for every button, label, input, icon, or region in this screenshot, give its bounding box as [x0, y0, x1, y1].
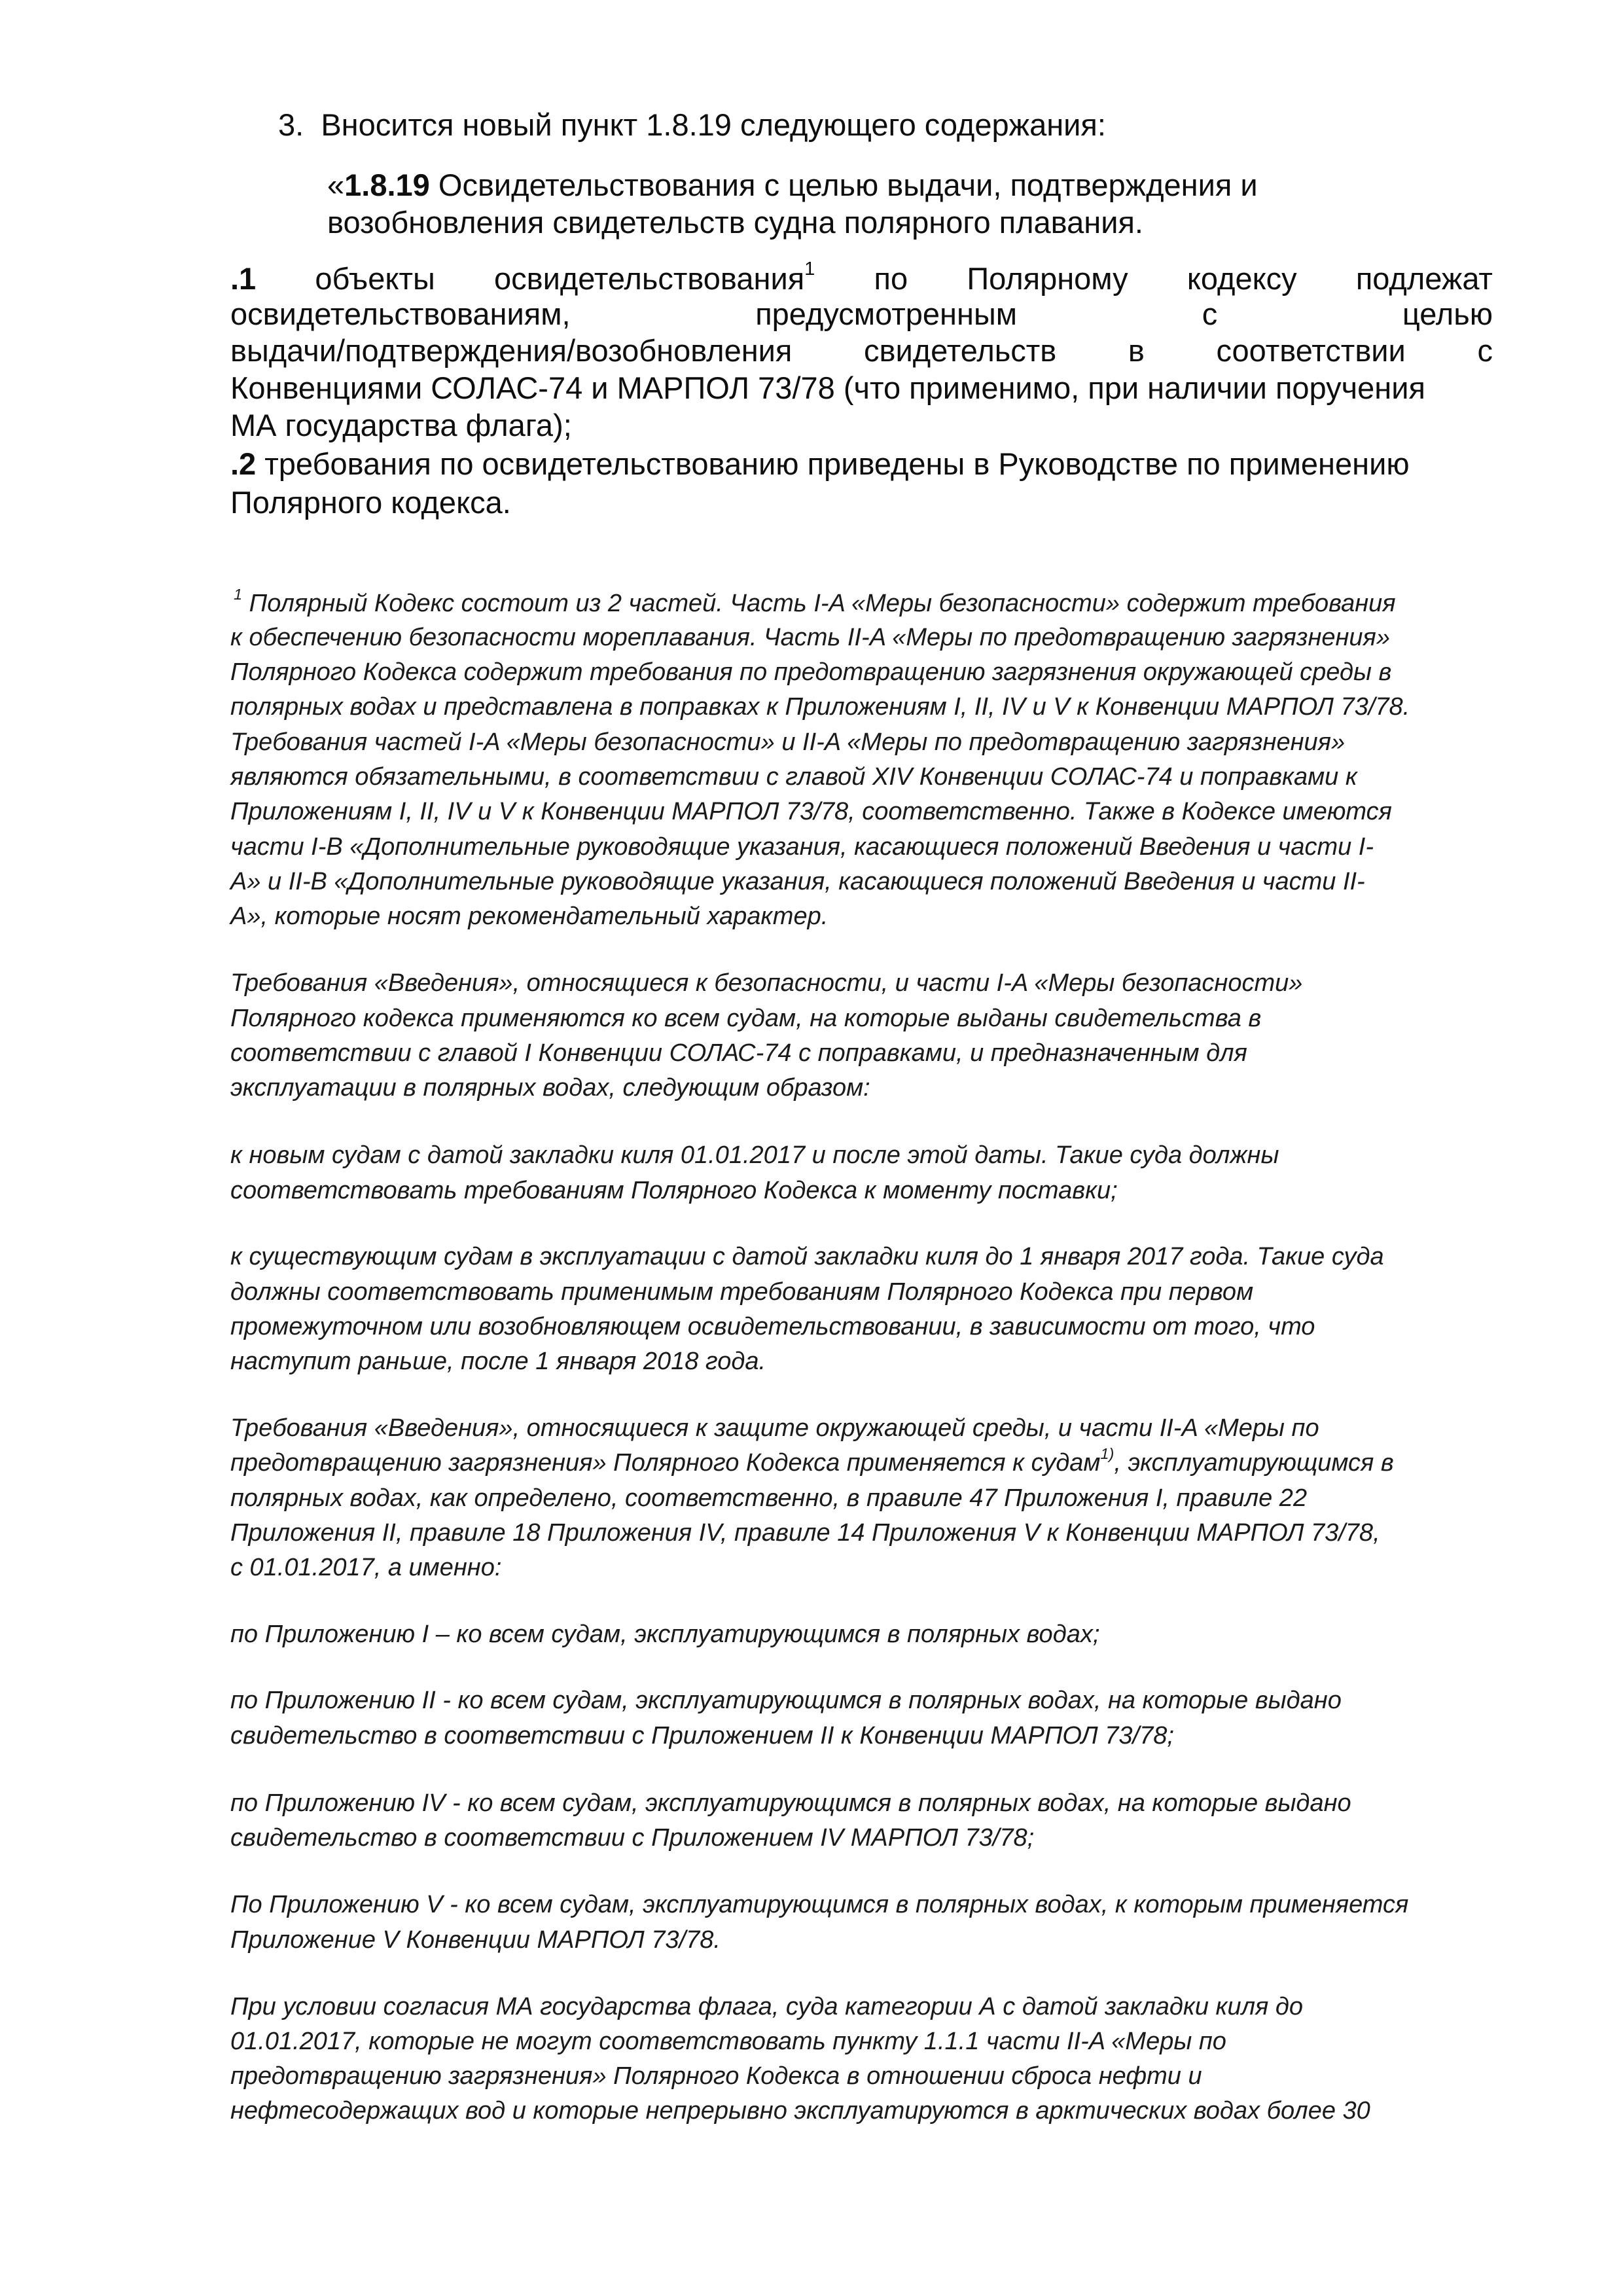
footnote-paragraph-line: соответствовать требованиям Полярного Кодекса к моменту поставки;: [230, 1177, 1118, 1204]
point-1-word: подлежат: [1355, 261, 1493, 296]
point-1-line-3: [230, 332, 1493, 369]
point-1-word: целью: [1402, 296, 1493, 331]
footnote-line: A», которые носят рекомендательный характер.: [230, 903, 829, 930]
point-1-word: выдачи/подтверждения/возобновления: [230, 333, 793, 368]
point-1-word: объекты: [315, 261, 435, 296]
footnote-paragraph-line: Требования «Введения», относящиеся к защите окружающей среды, и части II-A «Меры по: [230, 1414, 1319, 1442]
footnote-line: полярных водах и представлена в поправках к Приложениям I, II, IV и V к Конвенции МАРПОЛ 73/78.: [230, 693, 1410, 721]
footnote-paragraph-line: 01.01.2017, которые не могут соответствовать пункту 1.1.1 части II-A «Меры по: [230, 2028, 1226, 2055]
footnote-paragraph-line: предотвращению загрязнения» Полярного Кодекса в отношении сброса нефти и: [230, 2062, 1202, 2090]
point-1-word: в: [1128, 333, 1145, 368]
section-open-quote: «: [327, 168, 345, 202]
point-1-line-5: МА государства флага);: [230, 408, 572, 442]
footnote-paragraph-line-with-ref: предотвращению загрязнения» Полярного Кодекса применяется к судам$^{1)}$, эксплуатирующимся в: [230, 1445, 1394, 1477]
footnote-line: к обеспечению безопасности мореплавания. Часть II-A «Меры по предотвращению загрязнения»: [230, 624, 1390, 651]
footnote-paragraph-line: по Приложению IV - ко всем судам, эксплуатирующимся в полярных водах, на которые выдано: [230, 1789, 1351, 1817]
footnote-line: Полярного Кодекса содержит требования по предотвращению загрязнения окружающей среды в: [230, 658, 1392, 686]
point-1-word: свидетельств: [864, 333, 1057, 368]
section-title-line-1: [327, 167, 1258, 204]
point-1-word: Полярному: [967, 261, 1128, 296]
point-1-word: по: [874, 261, 908, 296]
footnote-paragraph-line: эксплуатации в полярных водах, следующим образом:: [230, 1074, 870, 1102]
footnote-line: части I-B «Дополнительные руководящие указания, касающиеся положений Введения и части I-: [230, 833, 1374, 861]
footnote-line: $^1$ Полярный Кодекс состоит из 2 частей. Часть I-A «Меры безопасности» содержит требования: [234, 586, 1396, 617]
footnote-paragraph-line: промежуточном или возобновляющем освидетельствовании, в зависимости от того, что: [230, 1313, 1315, 1340]
footnote-paragraph-line: по Приложению I – ко всем судам, эксплуатирующимся в полярных водах;: [230, 1621, 1100, 1648]
footnote-paragraph-line: По Приложению V - ко всем судам, эксплуатирующимся в полярных водах, к которым применяется: [230, 1891, 1409, 1918]
footnote-paragraph-line: с 01.01.2017, а именно:: [230, 1554, 502, 1581]
footnote-line: Приложениям I, II, IV и V к Конвенции МАРПОЛ 73/78, соответственно. Также в Кодексе имеются: [230, 798, 1392, 825]
footnote-paragraph-line: к новым судам с датой закладки киля 01.01.2017 и после этой даты. Такие суда должны: [230, 1141, 1279, 1169]
point-1-word: кодексу: [1186, 261, 1297, 296]
footnote-paragraph-line: соответствии с главой I Конвенции СОЛАС-74 с поправками, и предназначенным для: [230, 1039, 1247, 1067]
footnote-paragraph-line: Приложение V Конвенции МАРПОЛ 73/78.: [230, 1926, 721, 1954]
footnote-paragraph-line: полярных водах, как определено, соответственно, в правиле 47 Приложения I, правиле 22: [230, 1484, 1308, 1512]
footnote-paragraph-line: При условии согласия МА государства флага, суда категории А с датой закладки киля до: [230, 1993, 1304, 2020]
point-1-line-1: [230, 260, 1493, 297]
section-title-part-1: Освидетельствования с целью выдачи, подтверждения и: [429, 168, 1258, 202]
section-title-line-2: [327, 204, 1143, 241]
footnote-paragraph-line: нефтесодержащих вод и которые непрерывно эксплуатируются в арктических водах более 30: [230, 2097, 1370, 2125]
point-1-word: с: [1202, 296, 1218, 331]
footnote-paragraph-line: свидетельство в соответствии с Приложением IV МАРПОЛ 73/78;: [230, 1824, 1035, 1852]
point-1-line-2: [230, 296, 1493, 332]
footnote-paragraph-line: должны соответствовать применимым требованиям Полярного Кодекса при первом: [230, 1278, 1254, 1306]
point-1-word: соответствии: [1216, 333, 1406, 368]
footnote-paragraph-line: наступит раньше, после 1 января 2018 года.: [230, 1348, 766, 1375]
point-1-word: освидетельствованиям,: [230, 296, 571, 331]
item-3-line: [278, 107, 1106, 143]
item-3-text: Вносится новый пункт 1.8.19 следующего содержания:: [321, 107, 1106, 142]
point-1-word: с: [1477, 333, 1493, 368]
footnote-line: A» и II-B «Дополнительные руководящие указания, касающиеся положений Введения и части II-: [230, 868, 1365, 895]
footnote-line: Требования частей I-A «Меры безопасности» и II-A «Меры по предотвращению загрязнения»: [230, 728, 1346, 756]
point-1-word-with-ref: освидетельствования1: [493, 259, 815, 296]
footnote-paragraph-line: Полярного кодекса применяются ко всем судам, на которые выданы свидетельства в: [230, 1005, 1262, 1032]
point-1-line-4: Конвенциями СОЛАС-74 и МАРПОЛ 73/78 (что применимо, при наличии поручения: [230, 370, 1425, 405]
footnote-paragraph-line: Требования «Введения», относящиеся к безопасности, и части I-A «Меры безопасности»: [230, 969, 1303, 997]
section-title-part-2: возобновления свидетельств судна полярного плавания.: [327, 205, 1143, 240]
item-3-number: 3.: [278, 107, 304, 142]
section-number: 1.8.19: [344, 168, 430, 202]
footnote-paragraph-line: свидетельство в соответствии с Приложением II к Конвенции МАРПОЛ 73/78;: [230, 1722, 1174, 1749]
footnote-paragraph-line: к существующим судам в эксплуатации с датой закладки киля до 1 января 2017 года. Такие суда: [230, 1243, 1384, 1270]
point-1-label: .1: [230, 261, 257, 296]
footnote-paragraph-line: по Приложению II - ко всем судам, эксплуатирующимся в полярных водах, на которые выдано: [230, 1687, 1342, 1714]
footnote-paragraph-line: Приложения II, правиле 18 Приложения IV, правиле 14 Приложения V к Конвенции МАРПОЛ 73/78,: [230, 1519, 1380, 1547]
point-2-line-2: Полярного кодекса.: [230, 485, 511, 520]
footnote-marker: 1: [234, 586, 243, 603]
point-1-word: предусмотренным: [755, 296, 1018, 331]
point-2-label: .2: [230, 446, 257, 481]
point-2-line-1: .2 требования по освидетельствованию приведены в Руководстве по применению: [230, 446, 1410, 481]
footnote-ref-1-paren: 1): [1100, 1445, 1115, 1463]
footnote-line: являются обязательными, в соответствии с главой XIV Конвенции СОЛАС-74 и поправками к: [230, 763, 1357, 791]
